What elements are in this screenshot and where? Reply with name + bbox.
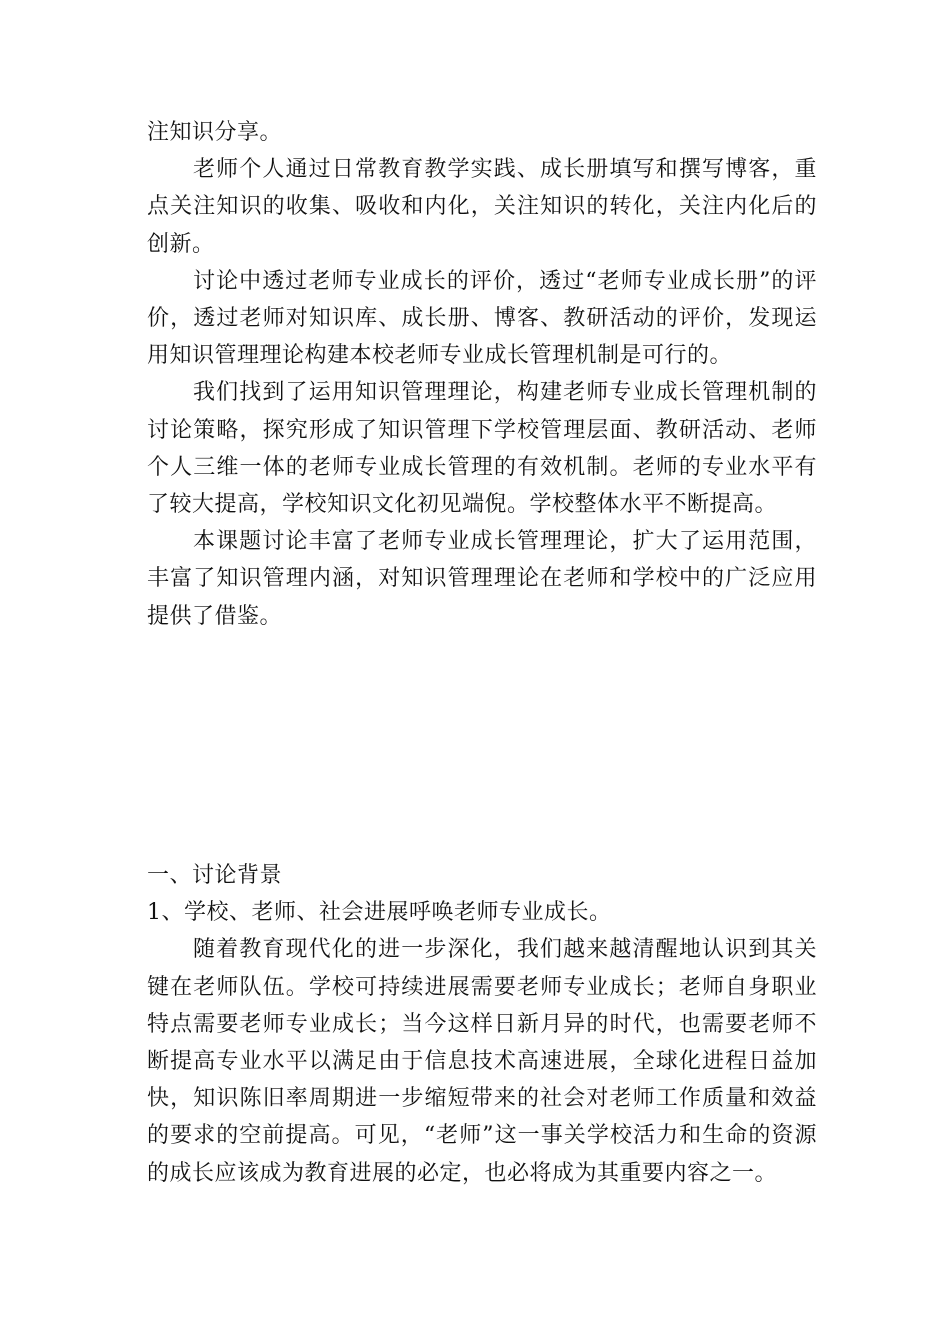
paragraph-contribution: 本课题讨论丰富了老师专业成长管理理论，扩大了运用范围，丰富了知识管理内涵，对知识管理理论在老师和学校中的广泛应用提供了借鉴。: [147, 529, 817, 629]
paragraph-strategy: 我们找到了运用知识管理理论，构建老师专业成长管理机制的讨论策略，探究形成了知识管理下学校管理层面、教研活动、老师个人三维一体的老师专业成长管理的有效机制。老师的专业水平有了较大提高，学校知识文化初见端倪。学校整体水平不断提高。: [147, 380, 817, 518]
continued-text-block: [147, 114, 817, 635]
section-paragraph: 随着教育现代化的进一步深化，我们越来越清醒地认识到其关键在老师队伍。学校可持续进展需要老师专业成长；老师自身职业特点需要老师专业成长；当今这样日新月异的时代，也需要老师不断提高专业水平以满足由于信息技术高速进展，全球化进程日益加快，知识陈旧率周期进一步缩短带来的社会对老师工作质量和效益的要求的空前提高。可见，“老师”这一事关学校活力和生命的资源的成长应该成为教育进展的必定，也必将成为其重要内容之一。: [147, 937, 817, 1186]
background-section: [147, 857, 817, 1192]
section-subheading: 1、学校、老师、社会进展呼唤老师专业成长。: [147, 900, 612, 926]
paragraph-evaluation: 讨论中透过老师专业成长的评价，透过“老师专业成长册”的评价，透过老师对知识库、成长册、博客、教研活动的评价，发现运用知识管理理论构建本校老师专业成长管理机制是可行的。: [147, 268, 817, 369]
section-heading: 一、讨论背景: [147, 863, 283, 888]
paragraph-continuation: 注知识分享。: [147, 120, 283, 145]
paragraph-teacher-individual: 老师个人通过日常教育教学实践、成长册填写和撰写博客，重点关注知识的收集、吸收和内化，关注知识的转化，关注内化后的创新。: [147, 157, 817, 257]
